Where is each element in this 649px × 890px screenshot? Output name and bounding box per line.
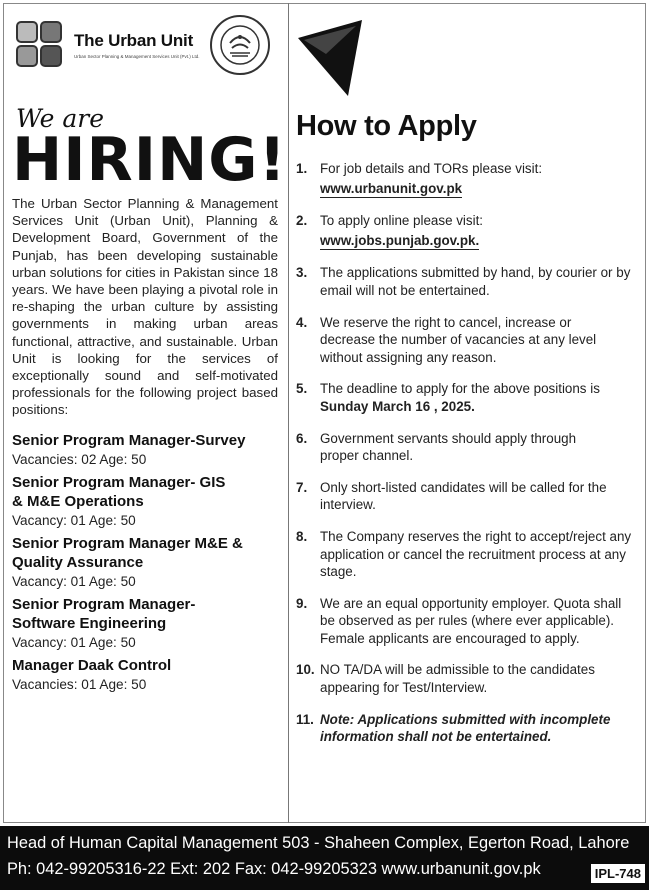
punjab-emblem-icon: [210, 15, 270, 75]
apply-step: [296, 380, 636, 415]
position-item: [12, 656, 278, 695]
brand-subtitle: Urban Sector Planning & Management Services Unit (Pvt.) Ltd.: [74, 54, 200, 59]
position-vacancy: Vacancy: 01 Age: 50: [12, 634, 136, 650]
apply-step: [296, 430, 636, 465]
position-title: Senior Program Manager M&E & Quality Assurance: [12, 534, 243, 571]
apply-step: [296, 264, 636, 299]
intro-paragraph: The Urban Sector Planning & Management Services Unit (Urban Unit), Planning & Development Board, Government of the Punjab, has been developing sustainable urban solutions for cities in Pakistan since 18 years. We have been playing a pivotal role in re-shaping the urban culture by assisting governments in making urban areas functional, attractive, and sustainable. Urban Unit is looking for the services of exceptionally sound and self-motivated professionals for the following project based positions:: [12, 196, 278, 418]
step-number: 1.: [296, 161, 308, 176]
position-title: Senior Program Manager- GIS & M&E Operations: [12, 473, 226, 510]
apply-step: [296, 528, 636, 581]
how-to-apply-heading: How to Apply: [296, 110, 477, 142]
apply-step: [296, 661, 636, 696]
step-number: 6.: [296, 430, 308, 446]
step-text: We reserve the right to cancel, increase or decrease the number of vacancies at any level without assigning any reason.: [320, 314, 597, 365]
arrow-pointer-icon: [296, 20, 366, 100]
position-title: Senior Program Manager- Software Engineering: [12, 595, 196, 632]
footer-bar: [0, 826, 649, 890]
step-text: For job details and TORs please visit:: [320, 161, 543, 176]
step-number: 7.: [296, 479, 308, 495]
brand: [74, 31, 200, 59]
step-note: Note: Applications submitted with incomplete information shall not be entertained.: [320, 711, 611, 745]
urbanunit-link[interactable]: www.urbanunit.gov.pk: [320, 180, 462, 199]
apply-step: [296, 314, 636, 367]
step-number: 11.: [296, 711, 314, 727]
step-text: To apply online please visit:: [320, 213, 484, 229]
jobs-punjab-link[interactable]: www.jobs.punjab.gov.pk.: [320, 232, 479, 251]
step-number: 5.: [296, 381, 308, 397]
position-title: Manager Daak Control: [12, 656, 172, 674]
step-text: Only short-listed candidates will be called for the interview.: [320, 479, 607, 513]
step-text: The deadline to apply for the above positions is: [320, 381, 600, 397]
ipl-badge: IPL-748: [591, 864, 645, 883]
deadline-date: Sunday March 16 , 2025.: [320, 398, 475, 414]
hiring-headline: HIRING!: [12, 125, 287, 195]
apply-step: [296, 711, 636, 746]
step-text: We are an equal opportunity employer. Quota shall be observed as per rules (where ever applicable). Female applicants are encouraged to apply.: [320, 595, 622, 646]
footer-address: Head of Human Capital Management 503 - Shaheen Complex, Egerton Road, Lahore: [7, 834, 630, 852]
apply-step: [296, 160, 636, 198]
step-number: 9.: [296, 595, 308, 611]
apply-steps: [296, 160, 636, 760]
position-item: [12, 431, 278, 470]
position-vacancy: Vacancy: 01 Age: 50: [12, 573, 136, 589]
step-number: 4.: [296, 314, 308, 330]
apply-step: [296, 595, 636, 648]
brand-name: The Urban Unit: [74, 31, 194, 50]
apply-step: [296, 479, 636, 514]
apply-step: [296, 212, 636, 250]
position-item: [12, 534, 278, 592]
column-divider: [288, 3, 289, 823]
step-text: Government servants should apply through proper channel.: [320, 430, 577, 464]
step-number: 2.: [296, 213, 308, 229]
position-vacancy: Vacancies: 01 Age: 50: [12, 676, 147, 692]
step-text: The Company reserves the right to accept/reject any application or cancel the recruitment process at any stage.: [320, 528, 632, 580]
step-text: The applications submitted by hand, by courier or by email will not be entertained.: [320, 265, 631, 298]
puzzle-logo-icon: [12, 17, 68, 73]
step-number: 3.: [296, 265, 308, 281]
position-vacancy: Vacancies: 02 Age: 50: [12, 451, 147, 467]
logo-header: [12, 14, 278, 76]
step-text: NO TA/DA will be admissible to the candidates appearing for Test/Interview.: [320, 662, 595, 696]
position-item: [12, 595, 278, 653]
positions-list: [12, 431, 278, 695]
footer-contact: Ph: 042-99205316-22 Ext: 202 Fax: 042-99205323 www.urbanunit.gov.pk: [7, 860, 541, 878]
position-title: Senior Program Manager-Survey: [12, 431, 246, 449]
position-vacancy: Vacancy: 01 Age: 50: [12, 512, 136, 528]
step-number: 10.: [296, 662, 315, 678]
step-number: 8.: [296, 528, 308, 544]
left-column: [12, 14, 287, 698]
we-are-text: We are: [16, 104, 105, 133]
position-item: [12, 473, 278, 531]
